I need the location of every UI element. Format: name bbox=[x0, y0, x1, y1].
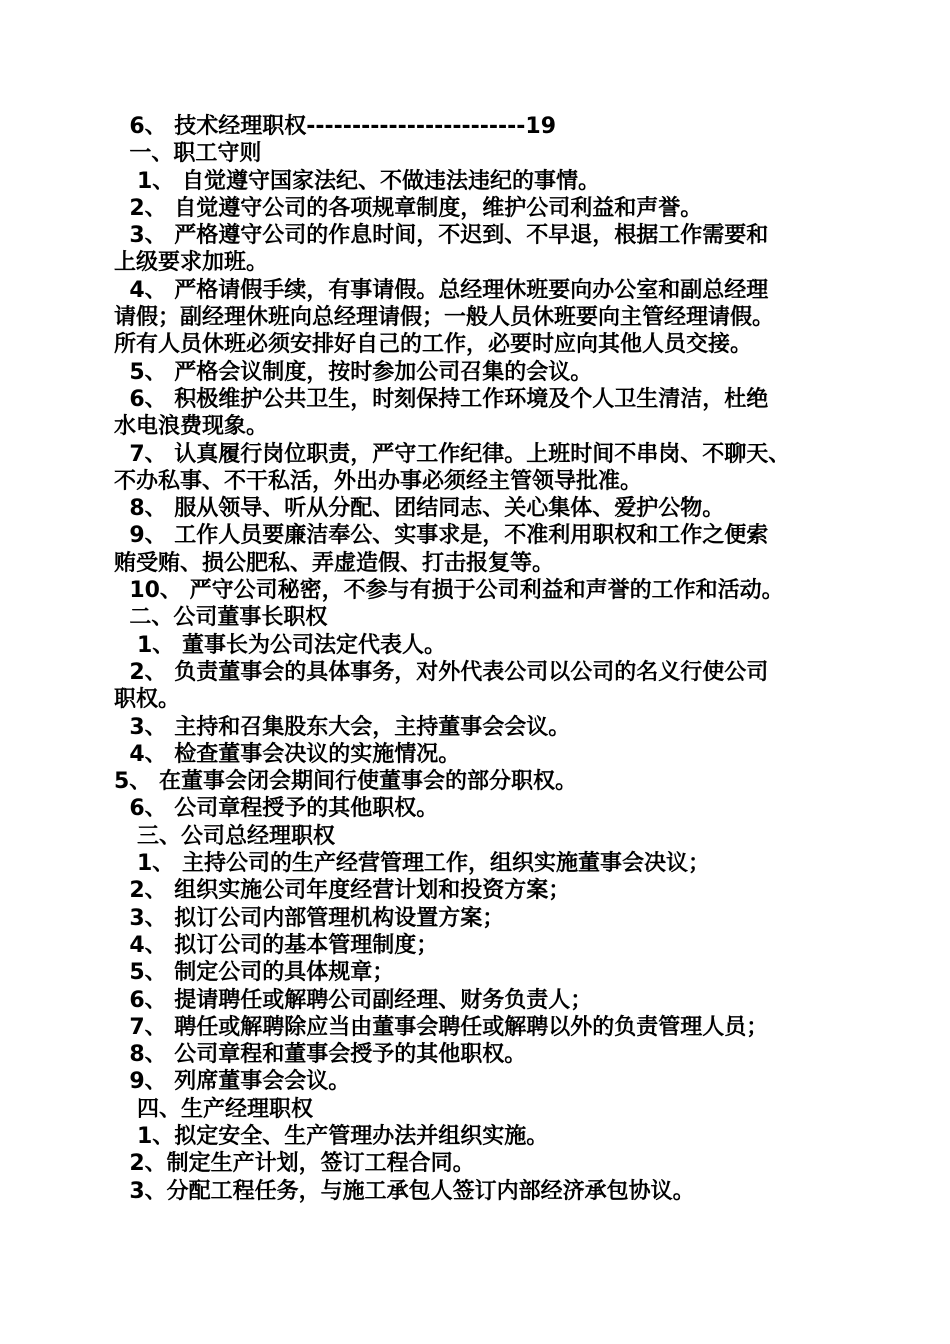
list-item: 10、 严守公司秘密，不参与有损于公司利益和声誉的工作和活动。 bbox=[114, 578, 784, 604]
list-item: 9、 工作人员要廉洁奉公、实事求是，不准利用职权和工作之便索 bbox=[114, 523, 769, 549]
list-item: 4、 检查董事会决议的实施情况。 bbox=[114, 741, 461, 767]
list-item: 9、 列席董事会会议。 bbox=[114, 1069, 351, 1095]
list-item: 3、 拟订公司内部管理机构设置方案； bbox=[114, 905, 505, 931]
section-heading: 三、公司总经理职权 bbox=[114, 823, 335, 849]
list-item: 5、 在董事会闭会期间行使董事会的部分职权。 bbox=[114, 769, 577, 795]
list-item: 5、 严格会议制度，按时参加公司召集的会议。 bbox=[114, 359, 593, 385]
document-body bbox=[114, 113, 834, 1205]
list-item-continuation: 请假；副经理休班向总经理请假；一般人员休班要向主管经理请假。 bbox=[114, 305, 775, 331]
list-item: 8、 服从领导、听从分配、团结同志、关心集体、爱护公物。 bbox=[114, 496, 725, 522]
list-item: 7、 聘任或解聘除应当由董事会聘任或解聘以外的负责管理人员； bbox=[114, 1014, 769, 1040]
list-item-continuation: 职权。 bbox=[114, 687, 181, 713]
section-heading: 一、职工守则 bbox=[114, 141, 262, 167]
list-item: 3、分配工程任务，与施工承包人签订内部经济承包协议。 bbox=[114, 1178, 695, 1204]
toc-line: 6、 技术经理职权------------------------19 bbox=[114, 114, 557, 139]
list-item: 4、 严格请假手续，有事请假。总经理休班要向办公室和副总经理 bbox=[114, 277, 769, 303]
list-item: 6、 提请聘任或解聘公司副经理、财务负责人； bbox=[114, 987, 593, 1013]
list-item: 1、 自觉遵守国家法纪、不做违法违纪的事情。 bbox=[114, 168, 600, 194]
list-item: 3、 主持和召集股东大会，主持董事会会议。 bbox=[114, 714, 571, 740]
list-item: 6、 公司章程授予的其他职权。 bbox=[114, 796, 439, 822]
section-heading: 四、生产经理职权 bbox=[114, 1096, 313, 1122]
list-item: 4、 拟订公司的基本管理制度； bbox=[114, 932, 439, 958]
list-item: 3、 严格遵守公司的作息时间，不迟到、不早退，根据工作需要和 bbox=[114, 223, 769, 249]
list-item: 6、 积极维护公共卫生，时刻保持工作环境及个人卫生清洁，杜绝 bbox=[114, 386, 769, 412]
list-item-continuation: 不办私事、不干私活，外出办事必须经主管领导批准。 bbox=[114, 468, 643, 494]
list-item: 1、 主持公司的生产经营管理工作，组织实施董事会决议； bbox=[114, 851, 710, 877]
list-item: 5、 制定公司的具体规章； bbox=[114, 960, 395, 986]
list-item: 7、 认真履行岗位职责，严守工作纪律。上班时间不串岗、不聊天、 bbox=[114, 441, 791, 467]
list-item-continuation: 所有人员休班必须安排好自己的工作，必要时应向其他人员交接。 bbox=[114, 332, 753, 358]
list-item: 1、拟定安全、生产管理办法并组织实施。 bbox=[114, 1123, 549, 1149]
list-item-continuation: 水电浪费现象。 bbox=[114, 414, 269, 440]
list-item: 2、 组织实施公司年度经营计划和投资方案； bbox=[114, 878, 571, 904]
section-heading: 二、公司董事长职权 bbox=[114, 605, 328, 631]
list-item-continuation: 上级要求加班。 bbox=[114, 250, 269, 276]
list-item: 2、 自觉遵守公司的各项规章制度，维护公司利益和声誉。 bbox=[114, 195, 703, 221]
list-item: 8、 公司章程和董事会授予的其他职权。 bbox=[114, 1042, 527, 1068]
list-item: 2、制定生产计划，签订工程合同。 bbox=[114, 1151, 475, 1177]
list-item: 1、 董事长为公司法定代表人。 bbox=[114, 632, 446, 658]
list-item-continuation: 贿受贿、损公肥私、弄虚造假、打击报复等。 bbox=[114, 550, 555, 576]
list-item: 2、 负责董事会的具体事务，对外代表公司以公司的名义行使公司 bbox=[114, 659, 769, 685]
